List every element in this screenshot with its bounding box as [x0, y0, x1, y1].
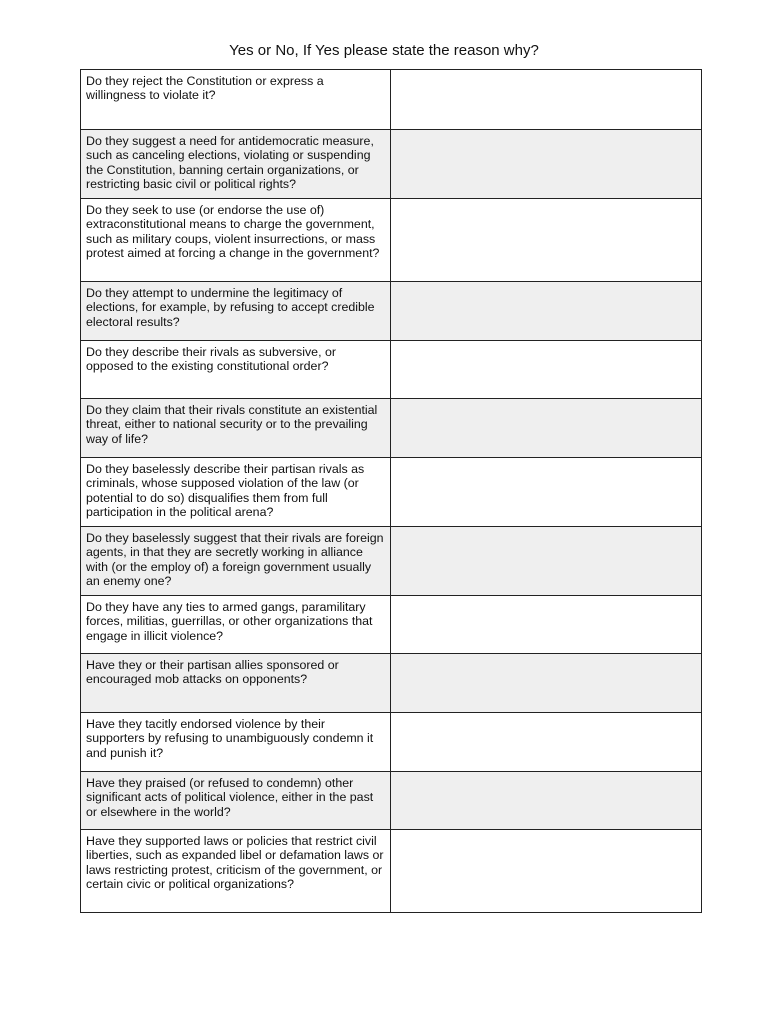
question-text: Do they reject the Constitution or express a willingness to violate it?	[81, 70, 391, 129]
answer-cell[interactable]	[391, 458, 701, 526]
table-row	[81, 595, 701, 653]
questionnaire-table	[80, 69, 702, 913]
question-text: Do they suggest a need for antidemocratic measure, such as canceling elections, violating or suspending the Constitution, banning certain organizations, or restricting basic civil or political rights?	[81, 130, 391, 198]
question-text: Do they baselessly suggest that their rivals are foreign agents, in that they are secretly working in alliance with (or the employ of) a foreign government usually an enemy one?	[81, 527, 391, 595]
table-row	[81, 70, 701, 129]
question-text: Do they claim that their rivals constitute an existential threat, either to national security or to the prevailing way of life?	[81, 399, 391, 457]
table-row	[81, 340, 701, 398]
table-row	[81, 526, 701, 595]
question-text: Do they attempt to undermine the legitimacy of elections, for example, by refusing to accept credible electoral results?	[81, 282, 391, 340]
table-row	[81, 398, 701, 457]
table-row	[81, 653, 701, 712]
table-row	[81, 457, 701, 526]
answer-cell[interactable]	[391, 282, 701, 340]
table-row	[81, 281, 701, 340]
question-text: Do they have any ties to armed gangs, paramilitary forces, militias, guerrillas, or other organizations that engage in illicit violence?	[81, 596, 391, 653]
table-row	[81, 129, 701, 198]
answer-cell[interactable]	[391, 399, 701, 457]
question-text: Do they describe their rivals as subversive, or opposed to the existing constitutional order?	[81, 341, 391, 398]
answer-cell[interactable]	[391, 527, 701, 595]
question-text: Have they or their partisan allies sponsored or encouraged mob attacks on opponents?	[81, 654, 391, 712]
question-text: Do they seek to use (or endorse the use of) extraconstitutional means to charge the government, such as military coups, violent insurrections, or mass protest aimed at forcing a change in the government?	[81, 199, 391, 281]
question-text: Do they baselessly describe their partisan rivals as criminals, whose supposed violation of the law (or potential to do so) disqualifies them from full participation in the political arena?	[81, 458, 391, 526]
question-text: Have they praised (or refused to condemn) other significant acts of political violence, either in the past or elsewhere in the world?	[81, 772, 391, 829]
answer-cell[interactable]	[391, 130, 701, 198]
page-title: Yes or No, If Yes please state the reason why?	[229, 42, 539, 59]
answer-cell[interactable]	[391, 654, 701, 712]
answer-cell[interactable]	[391, 70, 701, 129]
table-row	[81, 829, 701, 912]
answer-cell[interactable]	[391, 713, 701, 771]
table-row	[81, 771, 701, 829]
answer-cell[interactable]	[391, 341, 701, 398]
answer-cell[interactable]	[391, 772, 701, 829]
question-text: Have they supported laws or policies that restrict civil liberties, such as expanded libel or defamation laws or laws restricting protest, criticism of the government, or certain civic or political organizations?	[81, 830, 391, 912]
answer-cell[interactable]	[391, 199, 701, 281]
answer-cell[interactable]	[391, 596, 701, 653]
table-row	[81, 712, 701, 771]
table-row	[81, 198, 701, 281]
question-text: Have they tacitly endorsed violence by their supporters by refusing to unambiguously condemn it and punish it?	[81, 713, 391, 771]
answer-cell[interactable]	[391, 830, 701, 912]
